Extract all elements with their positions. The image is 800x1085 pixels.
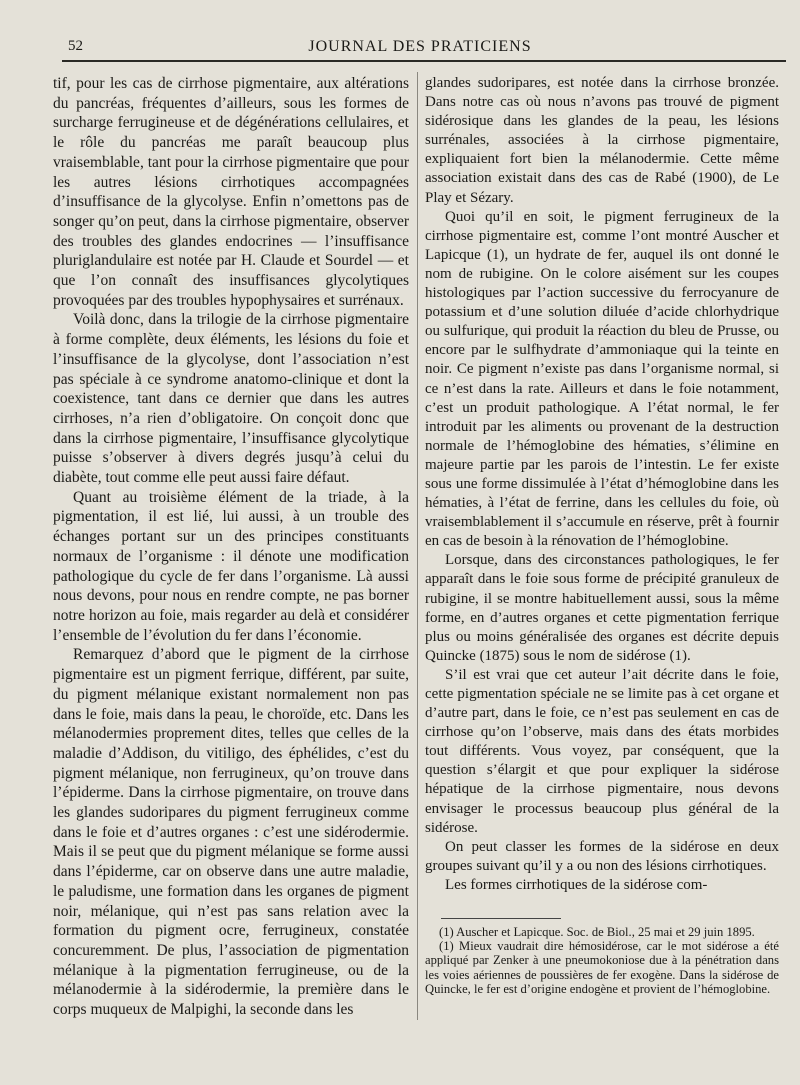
paragraph: Lorsque, dans des circonstances pathologiques, le fer apparaît dans le foie sous forme de précipité granuleux de rubigine, il se montre habituellement aussi, sous la même forme, en d’autres organes et cette pigmentation ferrique plus ou moins généralisée des organes est décrite depuis Quincke (1875) sous le nom de sidérose (1). <box>425 552 779 664</box>
page-number: 52 <box>68 38 83 54</box>
paragraph: Quant au troisième élément de la triade, à la pigmentation, il est lié, lui aussi, à un trouble des échanges portant sur un des principes constituants normaux de l’organisme : il dénote une modification pathologique du cycle de fer dans l’organisme. Là aussi nous devons, pour nous en rendre compte, ne pas borner notre horizon au foie, mais regarder au delà et considérer l’ensemble de l’évolution du fer dans l’économie. <box>53 488 409 644</box>
paragraph: Voilà donc, dans la trilogie de la cirrhose pigmentaire à forme complète, deux éléments, les lésions du foie et l’insuffisance de la glycolyse, dont l’association n’est pas spéciale à ce syndrome anatomo-clinique et dont la coexistence, tant dans ce dernier que dans les autres cirrhoses, n’a rien d’obligatoire. On conçoit donc que dans la cirrhose pigmentaire, l’insuffisance glycolytique puisse s’observer à divers degrés jusqu’à celui du diabète, tout comme elle peut aussi faire défaut. <box>53 311 409 487</box>
column-divider <box>417 72 418 1020</box>
footnote: (1) Mieux vaudrait dire hémosidérose, car le mot sidérose a été appliqué par Zenker à une pneumokoniose due à la pénétration dans les voies aériennes de poussières de fer exogène. Dans la sidérose de Quincke, le fer est d’origine endogène et provient de l’hémoglobine. <box>425 939 779 996</box>
paragraph: tif, pour les cas de cirrhose pigmentaire, aux altérations du pancréas, fréquentes d’ailleurs, sous les formes de surcharge ferrugineuse et de dégénérations cellulaires, et le rôle du pancréas me paraît beaucoup plus vraisemblable, tant pour la cirrhose pigmentaire que pour les autres lésions cirrhotiques accompagnées d’insuffisance de la glycolyse. Enfin n’omettons pas de songer qu’on peut, dans la cirrhose pigmentaire, observer des troubles des glandes endocrines — l’insuffisance pluriglandulaire est notée par H. Claude et Sourdel — et que l’on connaît des insuffisances glycolytiques provoquées par des troubles hypophysaires et surrénaux. <box>53 75 409 309</box>
header-rule <box>62 60 786 62</box>
paragraph: S’il est vrai que cet auteur l’ait décrite dans le foie, cette pigmentation spéciale ne se limite pas à cet organe et d’autre part, dans le foie, ce n’est pas seulement en cas de cirrhose qu’on l’observe, mais dans des états morbides tout différents. Vous voyez, par conséquent, que la question s’élargit et que pour expliquer la sidérose hépatique de la cirrhose pigmentaire, nous devons envisager le processus beaucoup plus général de la sidérose. <box>425 666 779 836</box>
paragraph: glandes sudoripares, est notée dans la cirrhose bronzée. Dans notre cas où nous n’avons pas trouvé de pigment sidérosique dans les glandes de la peau, les lésions surrénales, associées à la cirrhose pigmentaire, expliquaient fort bien la mélanodermie. Cette même association existait dans des cas de Rabé (1900), de Le Play et Sézary. <box>425 75 779 206</box>
footnote-rule <box>441 918 561 919</box>
paragraph: Les formes cirrhotiques de la sidérose com- <box>445 876 708 893</box>
paragraph: Quoi qu’il en soit, le pigment ferrugineux de la cirrhose pigmentaire est, comme l’ont montré Auscher et Lapicque (1), un hydrate de fer, auquel ils ont donné le nom de rubigine. On le colore aisément sur les coupes histologiques par l’action successive du ferrocyanure de potassium et d’une solution diluée d’acide chlorhydrique ou sulfurique, qui produit la réaction du bleu de Prusse, ou encore par le sulfhydrate d’ammoniaque qui la teinte en noir. Ce pigment n’existe pas dans l’organisme normal, si ce n’est dans la rate. Ailleurs et dans le foie notamment, c’est un produit pathologique. A l’état normal, le fer introduit par les aliments ou provenant de la destruction normale de l’hémoglobine des hématies, s’élimine en majeure partie par les parois de l’intestin. Le fer existe sous une forme dissimulée à l’état d’hémoglobine dans les hématies, à l’état de ferrine, dans les cellules du foie, où vraisemblablement il s’accumule en réserve, prêt à fournir en cas de besoin à la rénovation de l’hémoglobine. <box>425 208 779 550</box>
right-column <box>425 74 779 895</box>
left-column <box>53 74 409 1020</box>
footnotes <box>425 918 779 996</box>
paragraph: Remarquez d’abord que le pigment de la cirrhose pigmentaire est un pigment ferrique, différent, par suite, du pigment mélanique existant normalement non pas dans le foie, mais dans la peau, le choroïde, etc. Dans les mélanodermies proprement dites, telles que celles de la maladie d’Addison, du vitiligo, des éphélides, c’est du pigment mélanique, non ferrugineux, qu’on trouve dans l’épiderme. Dans la cirrhose pigmentaire, on trouve dans les glandes sudoripares du pigment ferrugineux comme dans le foie et d’autres organes : c’est une sidérodermie. Mais il se peut que du pigment mélanique se forme aussi dans l’épiderme, car on observe dans une autre maladie, le paludisme, une formation dans les organes de pigment noir, mélanique, qui n’est pas sans relation avec la formation du pigment ocre, ferrugineux, constatée concuremment. De plus, l’association de pigmentation mélanique à la pigmentation ferrugineuse, ou de la mélanodermie à la sidérodermie, la première dans le corps muqueux de Malpighi, la seconde dans les <box>53 646 409 1019</box>
page-header <box>60 38 780 60</box>
paragraph: On peut classer les formes de la sidérose en deux groupes suivant qu’il y a ou non des lésions cirrhotiques. <box>425 838 779 874</box>
footnote: (1) Auscher et Lapicque. Soc. de Biol., 25 mai et 29 juin 1895. <box>439 925 755 939</box>
running-title: JOURNAL DES PRATICIENS <box>308 38 532 55</box>
